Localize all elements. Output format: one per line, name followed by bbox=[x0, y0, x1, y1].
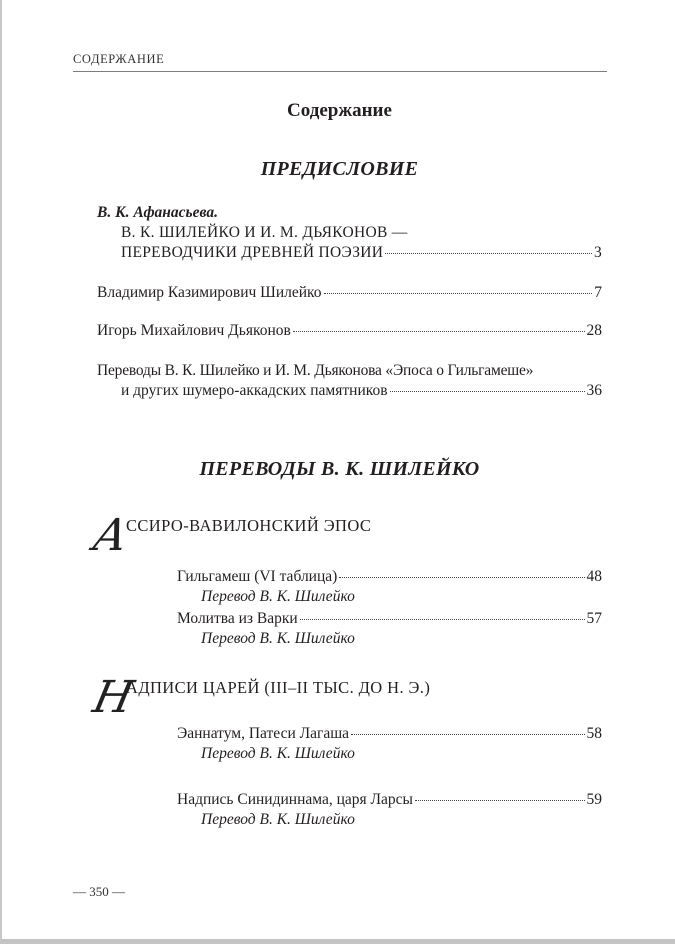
entry-title: Гильгамеш (VI таблица) bbox=[177, 568, 338, 585]
toc-entry-shileyko-bio[interactable] bbox=[97, 283, 602, 303]
page-number: 3 bbox=[593, 244, 602, 261]
translator-credit: Перевод В. К. Шилейко bbox=[201, 588, 355, 605]
toc-entry-afanasyeva[interactable] bbox=[97, 203, 602, 263]
translator-credit: Перевод В. К. Шилейко bbox=[201, 811, 355, 828]
page-number: 36 bbox=[586, 382, 602, 399]
entry-title-line: В. К. ШИЛЕЙКО И И. М. ДЬЯКОНОВ — bbox=[121, 224, 408, 241]
toc-entry-translations[interactable] bbox=[97, 361, 602, 401]
dot-leader bbox=[390, 391, 585, 392]
page-number-folio: — 350 — bbox=[73, 884, 125, 899]
decorative-initial: Н bbox=[88, 672, 138, 723]
running-head: СОДЕРЖАНИЕ bbox=[73, 52, 165, 66]
page-number: 58 bbox=[586, 725, 602, 742]
dot-leader bbox=[324, 293, 593, 294]
entry-title-line: Переводы В. К. Шилейко и И. М. Дьяконова «Эпоса о Гильгамеше» bbox=[97, 362, 534, 379]
entry-author: В. К. Афанасьева. bbox=[97, 204, 218, 221]
decorative-initial: А bbox=[88, 510, 133, 561]
dot-leader bbox=[351, 734, 584, 735]
entry-title: Владимир Казимирович Шилейко bbox=[97, 284, 322, 301]
page-number: 48 bbox=[586, 568, 602, 585]
entry-title: Эаннатум, Патеси Лагаша bbox=[177, 725, 350, 742]
toc-entry-gilgamesh[interactable] bbox=[177, 567, 602, 607]
section-title-preface: ПРЕДИСЛОВИЕ bbox=[260, 158, 419, 180]
translator-credit: Перевод В. К. Шилейко bbox=[201, 745, 355, 762]
toc-title: Содержание bbox=[287, 100, 392, 121]
translator-credit: Перевод В. К. Шилейко bbox=[201, 630, 355, 647]
toc-entry-prayer-warka[interactable] bbox=[177, 609, 602, 649]
dot-leader bbox=[415, 800, 585, 801]
header-rule bbox=[73, 71, 607, 72]
chapter-title: АДПИСИ ЦАРЕЙ (III–II ТЫС. ДО Н. Э.) bbox=[126, 678, 431, 697]
page-number: 7 bbox=[594, 284, 602, 301]
page-number: 57 bbox=[586, 610, 602, 627]
entry-title: Надпись Синидиннама, царя Ларсы bbox=[177, 791, 413, 808]
dot-leader bbox=[385, 253, 592, 254]
dot-leader bbox=[300, 619, 585, 620]
dot-leader bbox=[293, 331, 585, 332]
entry-title-line: и других шумеро-аккадских памятников bbox=[121, 382, 388, 399]
toc-entry-dyakonov-bio[interactable] bbox=[97, 321, 602, 341]
toc-entry-sin-iddinam[interactable] bbox=[177, 790, 602, 830]
page-number: 59 bbox=[586, 791, 602, 808]
chapter-title: ССИРО-ВАВИЛОНСКИЙ ЭПОС bbox=[126, 516, 372, 535]
entry-title: Молитва из Варки bbox=[177, 610, 298, 627]
toc-entry-eannatum[interactable] bbox=[177, 724, 602, 764]
section-title-shileyko-translations: ПЕРЕВОДЫ В. К. ШИЛЕЙКО bbox=[199, 458, 480, 480]
page-number: 28 bbox=[586, 322, 602, 339]
dot-leader bbox=[339, 577, 584, 578]
chapter-heading-assyro-babylonian bbox=[88, 510, 372, 561]
entry-title-line: ПЕРЕВОДЧИКИ ДРЕВНЕЙ ПОЭЗИИ bbox=[121, 244, 384, 261]
entry-title: Игорь Михайлович Дьяконов bbox=[97, 322, 291, 339]
chapter-heading-royal-inscriptions bbox=[88, 672, 431, 723]
